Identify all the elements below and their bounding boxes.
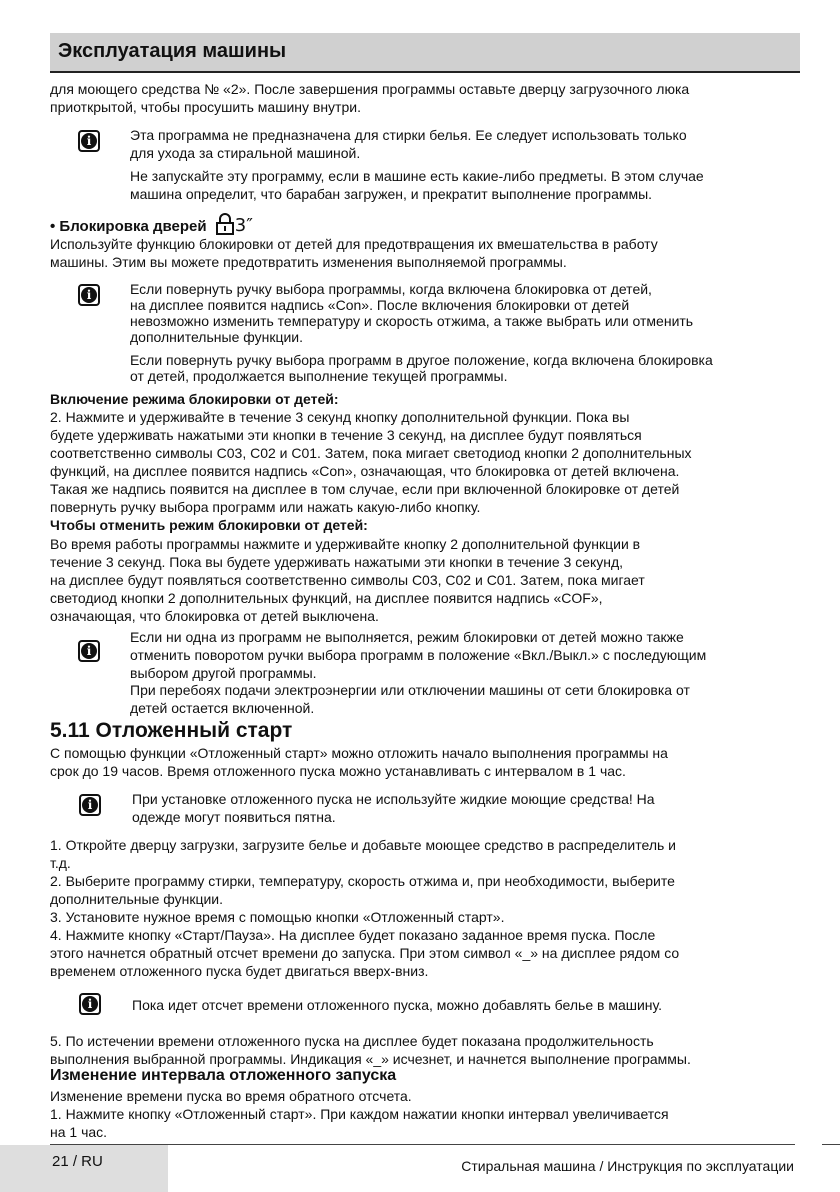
page-number: 21 / RU — [52, 1153, 103, 1170]
note-text: При установке отложенного пуска не используйте жидкие моющие средства! На — [132, 791, 655, 807]
info-icon: i — [79, 993, 101, 1015]
disable-lock-heading: Чтобы отменить режим блокировки от детей: — [50, 517, 368, 533]
note-text: отменить поворотом ручки выбора программ в положение «Вкл./Выкл.» с последующим — [130, 647, 707, 663]
note-text: Если ни одна из программ не выполняется, режим блокировки от детей можно также — [130, 629, 684, 645]
door-lock-text: Используйте функцию блокировки от детей для предотвращения их вмешательства в работу — [50, 236, 658, 252]
step-text: 3. Установите нужное время с помощью кнопки «Отложенный старт». — [50, 909, 505, 925]
step-text: 4. Нажмите кнопку «Старт/Пауза». На дисплее будет показано заданное время пуска. После — [50, 927, 656, 943]
enable-lock-text: повернуть ручку выбора программ или нажать какую-либо кнопку. — [50, 499, 481, 515]
lock-symbol: 3″ — [234, 215, 253, 236]
disable-lock-text: на дисплее будут появляться соответственно символы C03, C02 и C01. Затем, пока мигает — [50, 572, 645, 588]
note-text: для ухода за стиральной машиной. — [130, 145, 361, 161]
delay-text: С помощью функции «Отложенный старт» можно отложить начало выполнения программы на — [50, 745, 668, 761]
note-text: на дисплее появится надпись «Con». После включения блокировки от детей — [130, 297, 630, 313]
disable-lock-text: Во время работы программы нажмите и удерживайте кнопку 2 дополнительной функции в — [50, 536, 641, 552]
enable-lock-text: функций, на дисплее появится надпись «Con», означающая, что блокировка от детей включена. — [50, 463, 680, 479]
info-icon: i — [78, 130, 100, 152]
interval-text: на 1 час. — [50, 1124, 108, 1140]
intro-line: приоткрытой, чтобы просушить машину внутри. — [50, 99, 361, 115]
note-text: Если повернуть ручку выбора программ в другое положение, когда включена блокировка — [130, 352, 713, 368]
disable-lock-text: означающая, что блокировка от детей выключена. — [50, 608, 379, 624]
enable-lock-text: будете удерживать нажатыми эти кнопки в течение 3 секунд, на дисплее будут появляться — [50, 427, 642, 443]
enable-lock-text: соответственно символы C03, C02 и C01. Затем, пока мигает светодиод кнопки 2 дополнительных — [50, 445, 692, 461]
note-text: При перебоях подачи электроэнергии или отключении машины от сети блокировка от — [130, 682, 690, 698]
step-text: этого начнется обратный отсчет времени до запуска. При этом символ «_» на дисплее рядом со — [50, 945, 680, 961]
info-icon: i — [78, 640, 100, 662]
door-lock-text: машины. Этим вы можете предотвратить изменения выполняемой программы. — [50, 254, 567, 270]
intro-line: для моющего средства № «2». После завершения программы оставьте дверцу загрузочного люка — [50, 81, 690, 97]
interval-text: Изменение времени пуска во время обратного отсчета. — [50, 1088, 412, 1104]
note-text: машина определит, что барабан загружен, и прекратит выполнение программы. — [130, 186, 653, 202]
footer-divider-mark — [822, 1144, 840, 1145]
note-text: невозможно изменить температуру и скорость отжима, а также выбрать или отменить — [130, 313, 694, 329]
step-text: временем отложенного пуска будет двигаться вверх-вниз. — [50, 963, 429, 979]
step-text: 5. По истечении времени отложенного пуска на дисплее будет показана продолжительность — [50, 1033, 654, 1049]
section-header-title: Эксплуатация машины — [58, 40, 287, 62]
step-text: т.д. — [50, 855, 71, 871]
step-text: 1. Откройте дверцу загрузки, загрузите белье и добавьте моющее средство в распределитель и — [50, 837, 676, 853]
delay-text: срок до 19 часов. Время отложенного пуска можно устанавливать с интервалом в 1 час. — [50, 763, 626, 779]
note-text: выбором другой программы. — [130, 665, 317, 681]
door-lock-heading-text: • Блокировка дверей — [50, 218, 207, 235]
document-title: Стиральная машина / Инструкция по эксплуатации — [461, 1158, 794, 1174]
interval-text: 1. Нажмите кнопку «Отложенный старт». При каждом нажатии кнопки интервал увеличивается — [50, 1106, 669, 1122]
step-text: выполнения выбранной программы. Индикация «_» исчезнет, и начнется выполнение программы. — [50, 1051, 691, 1067]
note-text: Эта программа не предназначена для стирки белья. Ее следует использовать только — [130, 127, 687, 143]
enable-lock-text: Такая же надпись появится на дисплее в том случае, если при включенной блокировке от детей — [50, 481, 680, 497]
note-text: одежде могут появиться пятна. — [132, 809, 336, 825]
step-text: 2. Выберите программу стирки, температуру, скорость отжима и, при необходимости, выберите — [50, 873, 675, 889]
note-text: Не запускайте эту программу, если в машине есть какие-либо предметы. В этом случае — [130, 168, 704, 184]
disable-lock-text: течение 3 секунд. Пока вы будете удерживать нажатыми эти кнопки в течение 3 секунд, — [50, 554, 624, 570]
info-icon: i — [79, 794, 101, 816]
step-text: дополнительные функции. — [50, 891, 224, 907]
info-icon: i — [78, 284, 100, 306]
enable-lock-heading: Включение режима блокировки от детей: — [50, 391, 339, 407]
note-text: от детей, продолжается выполнение текущей программы. — [130, 368, 508, 384]
note-text: Если повернуть ручку выбора программы, когда включена блокировка от детей, — [130, 281, 652, 297]
enable-lock-text: 2. Нажмите и удерживайте в течение 3 секунд кнопку дополнительной функции. Пока вы — [50, 409, 630, 425]
note-text: детей остается включенной. — [130, 700, 315, 716]
header-divider — [50, 71, 800, 73]
interval-heading: Изменение интервала отложенного запуска — [50, 1067, 397, 1084]
section-heading: 5.11 Отложенный старт — [50, 719, 293, 742]
disable-lock-text: светодиод кнопки 2 дополнительных функций, на дисплее появится надпись «COF», — [50, 590, 603, 606]
note-text: Пока идет отсчет времени отложенного пуска, можно добавлять белье в машину. — [132, 997, 663, 1013]
note-text: дополнительные функции. — [130, 329, 304, 345]
